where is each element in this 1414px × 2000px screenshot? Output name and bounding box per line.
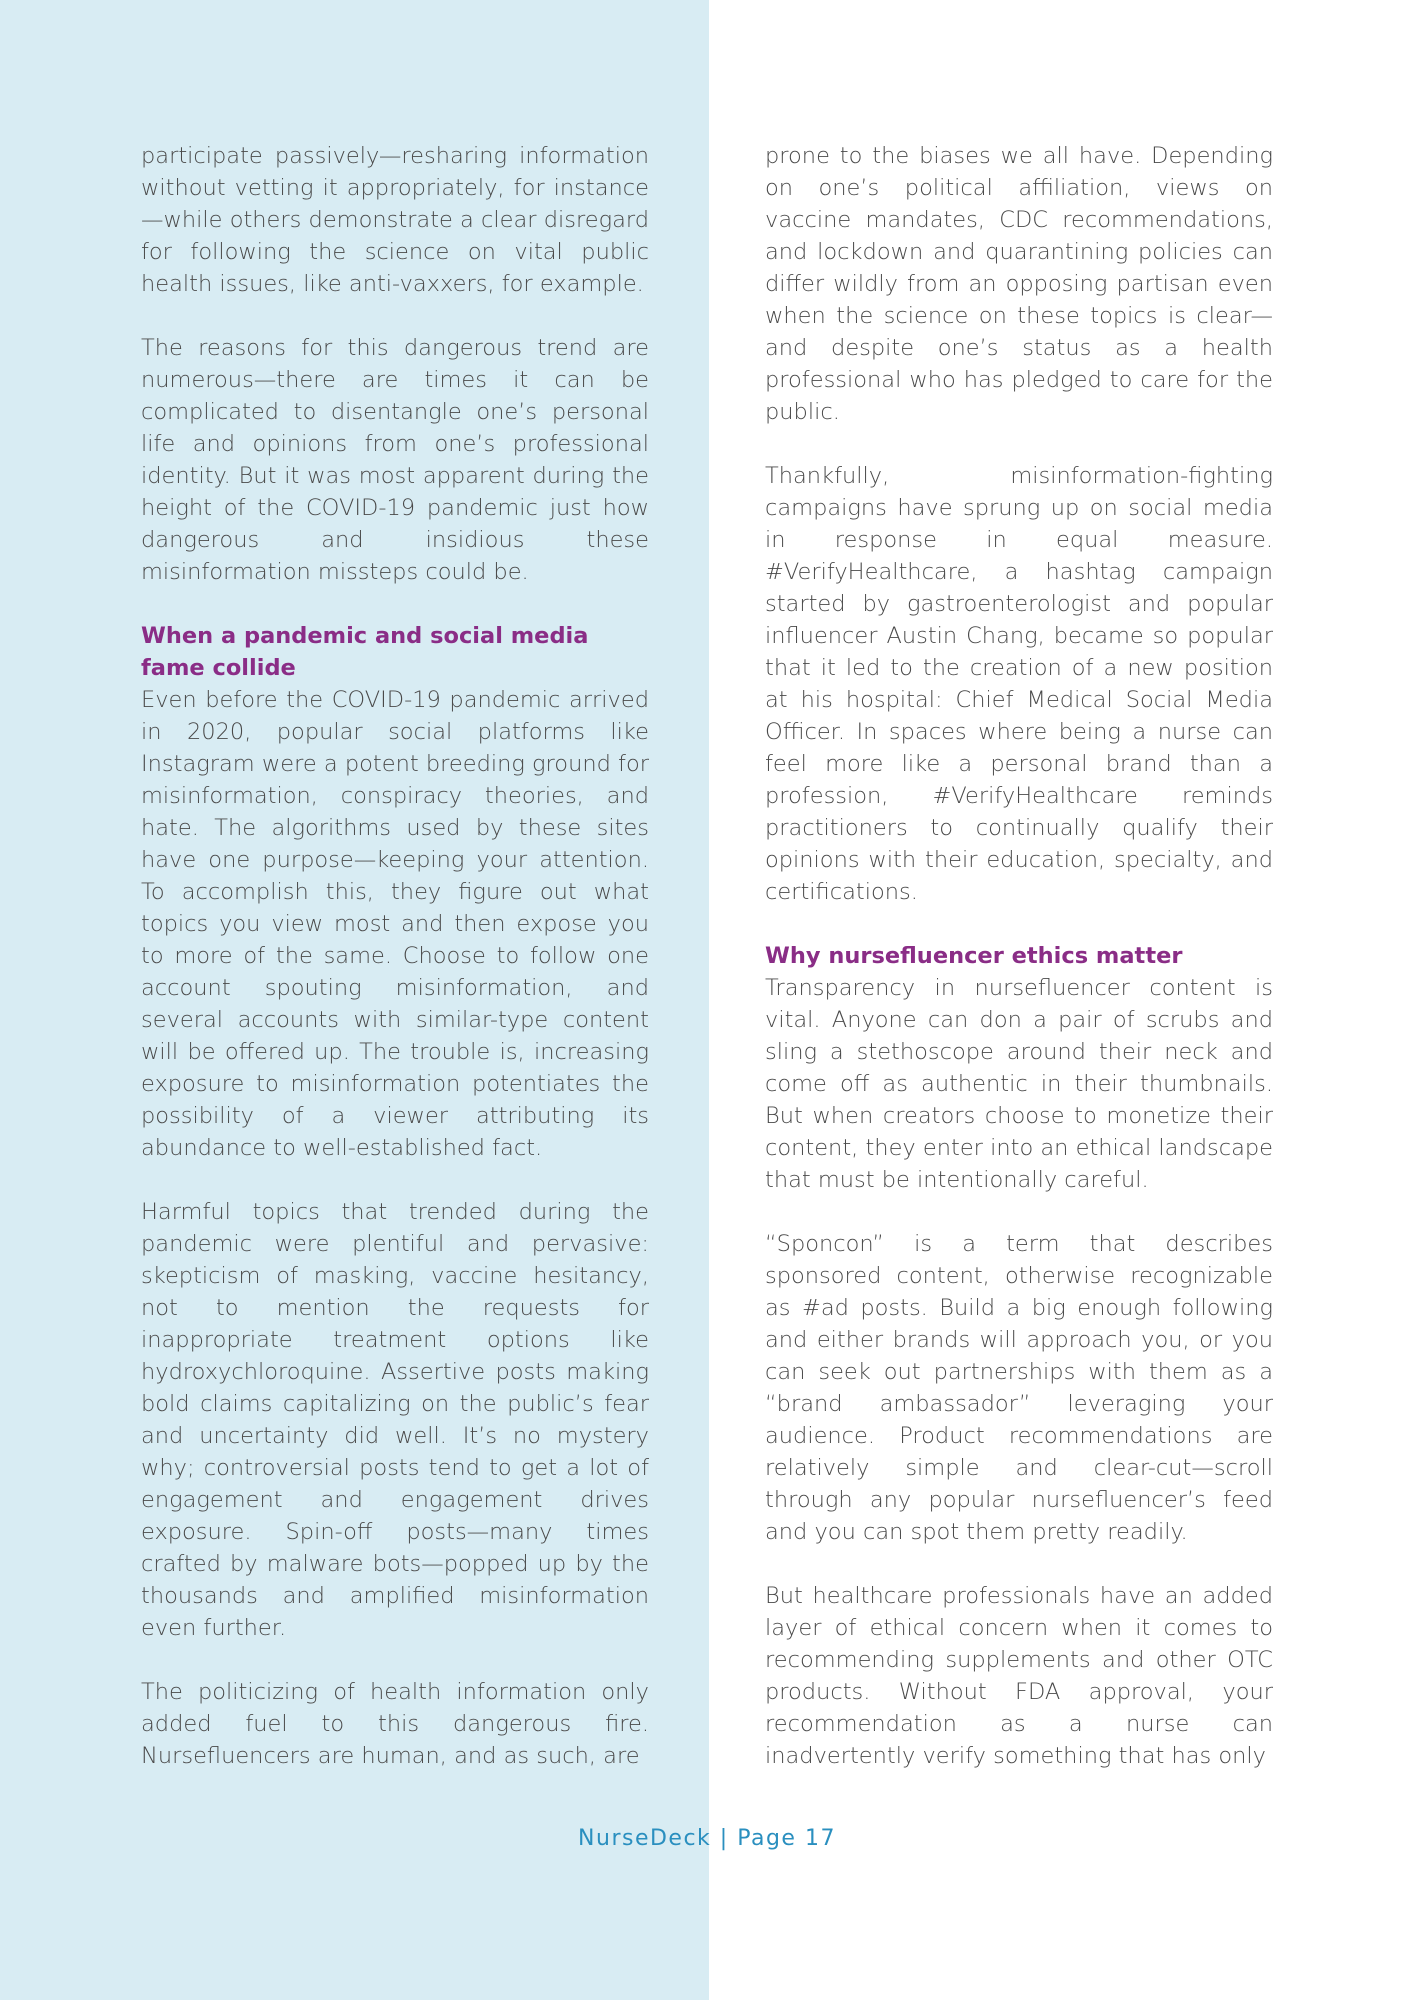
paragraph: Even before the COVID-19 pandemic arrived in 2020, popular social platforms like Instagram were a potent breeding ground for misinformation, conspiracy theories, and hate. The algorithms used by these sites have one purpose—keeping your attention. To accomplish this, they figure out what topics you view most and then expose you to more of the same. Choose to follow one account spouting misinformation, and several accounts with similar-type content will be offered up. The trouble is, increasing exposure to misinformation potentiates the possibility of a viewer attributing its abundance to well-established fact. — [141, 687, 649, 1161]
paragraph: The politicizing of health information only added fuel to this dangerous fire. Nursefluencers are human, and as such, are — [141, 1679, 649, 1769]
paragraph: Thankfully, misinformation-fighting campaigns have sprung up on social media in response in equal measure. #VerifyHealthcare, a hashtag campaign started by gastroenterologist and popular influencer Austin Chang, became so popular that it led to the creation of a new position at his hospital: Chief Medical Social Media Officer. In spaces where being a nurse can feel more like a personal brand than a profession, #VerifyHealthcare reminds practitioners to continually qualify their opinions with their education, specialty, and certifications. — [765, 463, 1273, 905]
paragraph: Harmful topics that trended during the pandemic were plentiful and pervasive: skepticism of masking, vaccine hesitancy, not to mention the requests for inappropriate treatment options like hydroxychloroquine. Assertive posts making bold claims capitalizing on the public’s fear and uncertainty did well. It’s no mystery why; controversial posts tend to get a lot of engagement and engagement drives exposure. Spin-off posts—many times crafted by malware bots—popped up by the thousands and amplified misinformation even further. — [141, 1199, 649, 1641]
paragraph: “Sponcon” is a term that describes sponsored content, otherwise recognizable as #ad posts. Build a big enough following and either brands will approach you, or you can seek out partnerships with them as a “brand ambassador” leveraging your audience. Product recommendations are relatively simple and clear-cut—scroll through any popular nursefluencer’s feed and you can spot them pretty readily. — [765, 1231, 1273, 1545]
left-column — [141, 140, 649, 1804]
paragraph: participate passively—resharing information without vetting it appropriately, for instance—while others demonstrate a clear disregard for following the science on vital public health issues, like anti-vaxxers, for example. — [141, 143, 649, 297]
paragraph: Transparency in nursefluencer content is vital. Anyone can don a pair of scrubs and sling a stethoscope around their neck and come off as authentic in their thumbnails. But when creators choose to monetize their content, they enter into an ethical landscape that must be intentionally careful. — [765, 975, 1273, 1193]
page-footer: NurseDeck | Page 17 — [578, 1826, 836, 1851]
right-column — [765, 140, 1273, 1804]
paragraph: The reasons for this dangerous trend are numerous—there are times it can be complicated to disentangle one’s personal life and opinions from one’s professional identity. But it was most apparent during the height of the COVID-19 pandemic just how dangerous and insidious these misinformation missteps could be. — [141, 335, 649, 585]
paragraph: prone to the biases we all have. Depending on one’s political affiliation, views on vaccine mandates, CDC recommendations, and lockdown and quarantining policies can differ wildly from an opposing partisan even when the science on these topics is clear—and despite one’s status as a health professional who has pledged to care for the public. — [765, 143, 1273, 425]
paragraph: But healthcare professionals have an added layer of ethical concern when it comes to recommending supplements and other OTC products. Without FDA approval, your recommendation as a nurse can inadvertently verify something that has only — [765, 1583, 1273, 1769]
section-heading: Why nursefluencer ethics matter — [765, 943, 1183, 969]
section-heading: When a pandemic and social media fame collide — [141, 623, 589, 681]
